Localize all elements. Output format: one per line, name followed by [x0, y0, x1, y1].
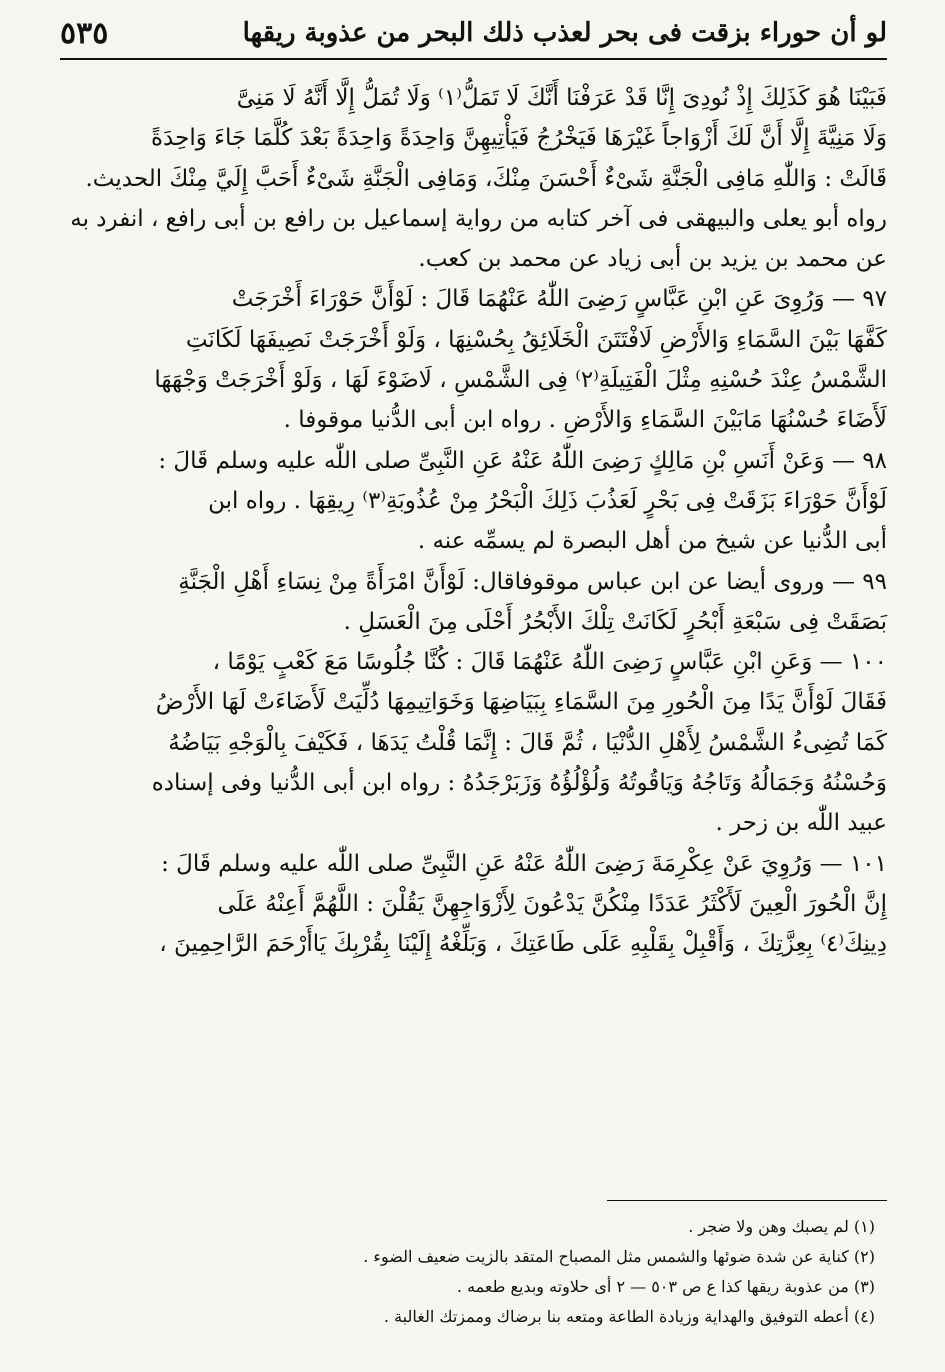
body-line: دِينِكَ⁽٤⁾ بِعِزَّتِكَ ، وَأَقْبِلْ بِقَلْبِهِ عَلَى طَاعَتِكَ ، وَبَلِّغْهُ إِلَيْنَا بِقُرْبِكَ يَاأَرْحَمَ الرَّاحِمِينَ ،	[159, 931, 887, 958]
page-number: ٥٣٥	[60, 15, 109, 51]
hadith-99-line: ٩٩ — وروى أيضا عن ابن عباس موقوفاقال: لَوْأَنَّ امْرَأَةً مِنْ نِسَاءِ أَهْلِ الْجَنَّةِ	[178, 568, 887, 595]
footnote-2: (٢) كناية عن شدة ضوئها والشمس مثل المصباح المتقد بالزيت ضعيف الضوء .	[363, 1247, 875, 1266]
footnote-divider	[607, 1200, 887, 1201]
body-line: وَحُسْنُهُ وَجَمَالُهُ وَتَاجُهُ وَيَاقُوتُهُ وَلُؤْلُؤُهُ وَزَبَرْجَدُهُ : رواه ابن أبى الدُّنيا وفى إسناده	[151, 770, 887, 797]
body-line: أبى الدُّنيا عن شيخ من أهل البصرة لم يسمِّه عنه .	[417, 528, 887, 555]
body-line: فَقَالَ لَوْأَنَّ يَدًا مِنَ الْحُورِ مِنَ السَّمَاءِ بِبَيَاضِهَا وَخَوَاتِيمِهَا دُلِّيَتْ لَأَضَاءَتْ لَهَا الأَرْضُ	[155, 689, 887, 716]
hadith-100-line: ١٠٠ — وَعَنِ ابْنِ عَبَّاسٍ رَضِىَ اللّٰهُ عَنْهُمَا قَالَ : كُنَّا جُلُوسًا مَعَ كَعْبٍ يَوْمًا ،	[212, 649, 887, 676]
running-head	[60, 8, 887, 60]
body-line: لَأَضَاءَ حُسْنُهَا مَابَيْنَ السَّمَاءِ وَالأَرْضِ . رواه ابن أبى الدُّنيا موقوفا .	[283, 407, 887, 434]
body-line: كَفَّهَا بَيْنَ السَّمَاءِ وَالأَرْضِ لَافْتَتَنَ الْخَلَائِقُ بِحُسْنِهَا ، وَلَوْ أَخْرَجَتْ نَصِيفَهَا لَكَانَتِ	[185, 326, 887, 353]
hadith-101-line: ١٠١ — وَرُوِيَ عَنْ عِكْرِمَةَ رَضِىَ اللّٰهُ عَنْهُ عَنِ النَّبِىِّ صلى اللّٰه عليه وسلم قَالَ :	[161, 850, 887, 877]
body-line: لَوْأَنَّ حَوْرَاءَ بَزَقَتْ فِى بَحْرٍ لَعَذُبَ ذَلِكَ الْبَحْرُ مِنْ عُذُوبَةِ⁽٣⁾ رِيقِهَا . رواه ابن	[208, 487, 887, 514]
footnote-4: (٤) أعطه التوفيق والهداية وزيادة الطاعة ومتعه بنا برضاك وممزتك الغالبة .	[383, 1307, 875, 1326]
running-title: لو أن حوراء بزقت فى بحر لعذب ذلك البحر من عذوبة ريقها	[242, 18, 887, 48]
body-line: الشَّمْسُ عِنْدَ حُسْنِهِ مِثْلَ الْفَتِيلَةِ⁽٢⁾ فِى الشَّمْسِ ، لَاضَوْءَ لَهَا ، وَلَوْ أَخْرَجَتْ وَجْهَهَا	[154, 367, 887, 394]
body-line: قَالَتْ : وَاللّٰهِ مَافِى الْجَنَّةِ شَىْءٌ أَحْسَنَ مِنْكَ، وَمَافِى الْجَنَّةِ شَىْءٌ أَحَبَّ إِلَيَّ مِنْكَ الحديث.	[85, 165, 887, 192]
body-text	[60, 78, 887, 965]
body-line: بَصَقَتْ فِى سَبْعَةِ أَبْحُرٍ لَكَانَتْ تِلْكَ الأَبْحُرُ أَحْلَى مِنَ الْعَسَلِ .	[343, 608, 887, 635]
body-line: إِنَّ الْحُورَ الْعِينَ لَأَكْثَرُ عَدَدًا مِنْكُنَّ يَدْعُونَ لِأَزْوَاجِهِنَّ يَقُلْنَ : اللَّهُمَّ أَعِنْهُ عَلَى	[217, 890, 887, 917]
footnotes	[60, 1212, 875, 1332]
body-line: عبيد اللّٰه بن زحر .	[715, 810, 887, 837]
body-line: فَبَيْنَا هُوَ كَذَلِكَ إِذْ نُودِىَ إِنَّا قَدْ عَرَفْنَا أَنَّكَ لَا تَمَلُّ⁽١⁾ وَلَا تُمَلُّ إِلَّا أَنَّهُ لَا مَنِىَّ	[236, 85, 887, 111]
footnote-1: (١) لم يصبك وهن ولا ضجر .	[688, 1217, 875, 1236]
body-line: رواه أبو يعلى والبيهقى فى آخر كتابه من رواية إسماعيل بن رافع بن أبى رافع ، انفرد به	[70, 205, 887, 232]
body-line: عن محمد بن يزيد بن أبى زياد عن محمد بن كعب.	[418, 246, 887, 273]
hadith-97-line: ٩٧ — وَرُوِىَ عَنِ ابْنِ عَبَّاسٍ رَضِىَ اللّٰهُ عَنْهُمَا قَالَ : لَوْأَنَّ حَوْرَاءَ أَخْرَجَتْ	[231, 286, 887, 313]
hadith-98-line: ٩٨ — وَعَنْ أَنَسِ بْنِ مَالِكٍ رَضِىَ اللّٰهُ عَنْهُ عَنِ النَّبِىِّ صلى اللّٰه عليه وسلم قَالَ :	[158, 447, 887, 474]
body-line: وَلَا مَنِيَّةَ إِلَّا أَنَّ لَكَ أَزْوَاجاً غَيْرَهَا فَيَخْرُجُ فَيَأْتِيهِنَّ وَاحِدَةً وَاحِدَةً بَعْدَ كُلَّمَا جَاءَ وَاحِدَةً	[150, 125, 887, 152]
body-line: كَمَا تُضِىءُ الشَّمْسُ لِأَهْلِ الدُّنْيَا ، ثُمَّ قَالَ : إِنَّمَا قُلْتُ يَدَهَا ، فَكَيْفَ بِالْوَجْهِ بَيَاضُهُ	[168, 729, 887, 756]
footnote-3: (٣) من عذوبة ريقها كذا ع ص ٥٠٣ — ٢ أى حلاوته وبديع طعمه .	[456, 1277, 875, 1296]
